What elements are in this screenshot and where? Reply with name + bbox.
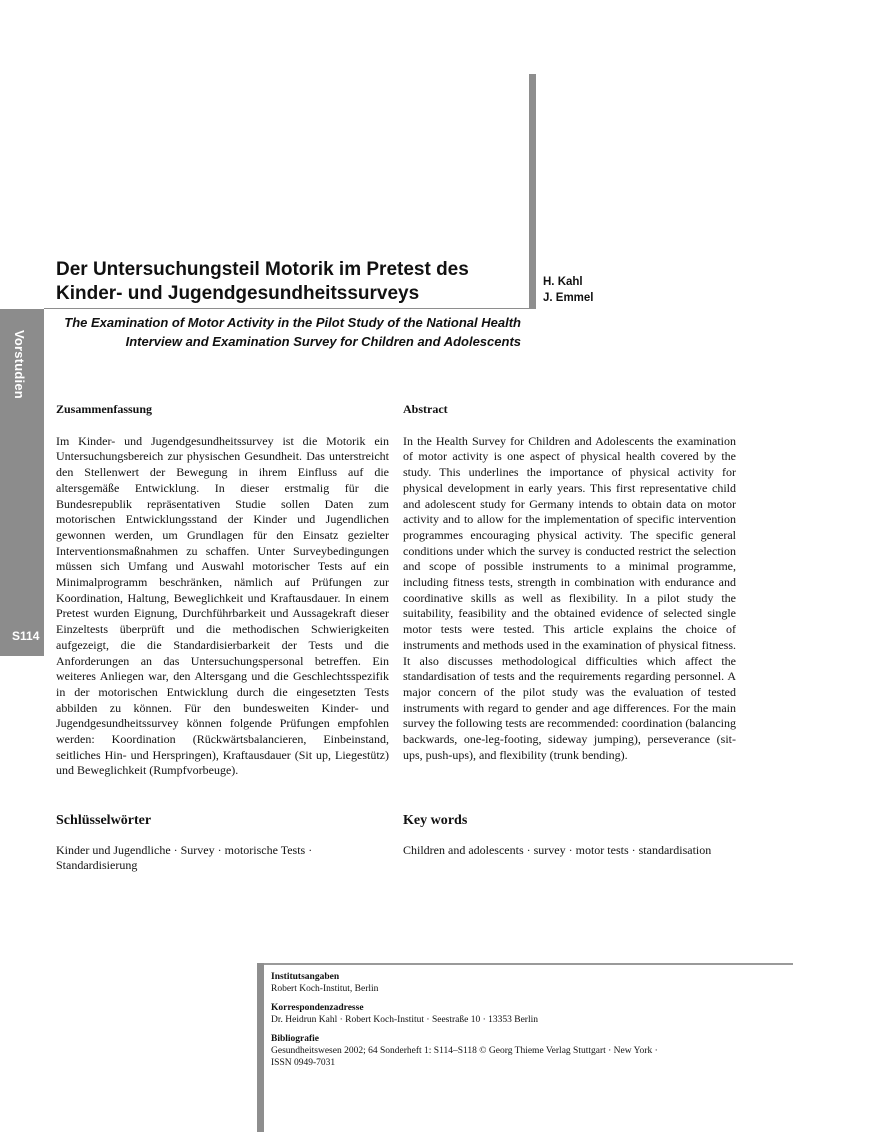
page-number: S114 [12, 629, 40, 643]
author-list [543, 274, 594, 306]
abstract-text: In the Health Survey for Children and Adolescents the examination of motor activity is one aspect of physical health covered by the study. This underlines the importance of physical activity for physical development in early years. This first representative child and adolescent study for Germany intends to obtain data on motor activity and to allow for the implementation of specific intervention programmes encouraging physical activity. The specific general conditions under which the survey is conducted restrict the selection and scope of possible instruments to a minimal programme, including fitness tests, strength in combination with endurance and coordinative skills as well as flexibility. In a pilot study the suitability, feasibility and the obtained evidence of selected single motor tests were tested. This article explains the choice of instruments and methods used in the examination of physical fitness. It also discusses methodological difficulties which affect the standardisation of tests and the requirements regarding personnel. A major concern of the pilot study was the evaluation of tested instruments with regard to gender and age differences. For the main survey the following tests are recommended: coordination (balancing backwards, one-leg-footing, sideway jumping), perseverance (sit-ups, push-ups), and flexibility (trunk bending). [403, 433, 736, 762]
top-vertical-bar [529, 74, 536, 309]
section-label: Vorstudien [12, 330, 27, 399]
keywords-en-block [403, 799, 736, 858]
title-underline-rule [44, 308, 530, 309]
bibliography-line-1: Gesundheitswesen 2002; 64 Sonderheft 1: S114–S118 © Georg Thieme Verlag Stuttgart · New York · [271, 1045, 658, 1056]
zusammenfassung-heading: Zusammenfassung [56, 402, 153, 416]
zusammenfassung-text: Im Kinder- und Jugendgesundheitssurvey ist die Motorik ein Untersuchungsbereich zur physischen Gesundheit. Das unterstreicht den Stellenwert der Bewegung in ihrem Einfluss auf die altersgemäße Entwicklung. In dieser erstmalig für die Bundesrepublik repräsentativen Studie sollen Daten zum motorischen Entwicklungsstand der Kinder und Jugendlichen gewonnen werden, um Grundlagen für den Einsatz gezielter Interventionsmaßnahmen zu schaffen. Unter Surveybedingungen müssen sich Umfang und Auswahl motorischer Tests auf ein Minimalprogramm beschränken, nämlich auf Prüfungen zur Koordination, Haltung, Beweglichkeit und Kraftausdauer. In einem Pretest wurden Eignung, Durchführbarkeit und Aussagekraft dieser Einzeltests überprüft und die methodischen Schwierigkeiten aufgezeigt, die die Standardisierbarkeit der Tests und die Anforderungen an das Untersuchungspersonal betreffen. Ein weiteres Anliegen war, den Altersgang und die Geschlechtsspezifik in der motorischen Entwicklung durch die eingesetzten Tests abbilden zu können. Für den bundesweiten Kinder- und Jugendgesundheitssurvey können folgende Prüfungen empfohlen werden: Koordination (Rückwärtsbalancieren, Einbeinstand, seitliches Hin- und Herspringen), Kraftausdauer (Sit up, Liegestütz) und Beweglichkeit (Rumpfvorbeuge). [56, 433, 389, 778]
institution-heading: Institutsangaben [271, 972, 340, 982]
keywords-de-text: Kinder und Jugendliche · Survey · motorische Tests · Standardisierung [56, 842, 313, 873]
article-title: Der Untersuchungsteil Motorik im Pretest des Kinder- und Jugendgesundheitssurveys [56, 259, 469, 304]
keywords-en-text: Children and adolescents · survey · motor tests · standardisation [403, 842, 712, 857]
footer-top-rule [264, 963, 793, 965]
bibliography-block [271, 1034, 791, 1069]
abstract-heading: Abstract [403, 402, 448, 416]
correspondence-text: Dr. Heidrun Kahl · Robert Koch-Institut · Seestraße 10 · 13353 Berlin [271, 1014, 538, 1025]
keywords-de-block [56, 799, 389, 874]
zusammenfassung-column [56, 402, 389, 779]
keywords-de-heading: Schlüsselwörter [56, 812, 152, 829]
institution-text: Robert Koch-Institut, Berlin [271, 983, 379, 994]
institution-block [271, 972, 791, 995]
author-name: H. Kahl [543, 276, 583, 288]
footer-vertical-bar [257, 963, 264, 1132]
abstract-column [403, 402, 736, 763]
keywords-en-heading: Key words [403, 812, 468, 829]
correspondence-block [271, 1003, 791, 1026]
bibliography-heading: Bibliografie [271, 1034, 320, 1045]
english-title: The Examination of Motor Activity in the Pilot Study of the National Health Interview and Examination Survey for Children and Adolescents [64, 315, 521, 349]
footer-info-box [271, 972, 791, 1077]
bibliography-line-2: ISSN 0949-7031 [271, 1057, 336, 1068]
author-name: J. Emmel [543, 292, 594, 304]
correspondence-heading: Korrespondenzadresse [271, 1003, 364, 1014]
